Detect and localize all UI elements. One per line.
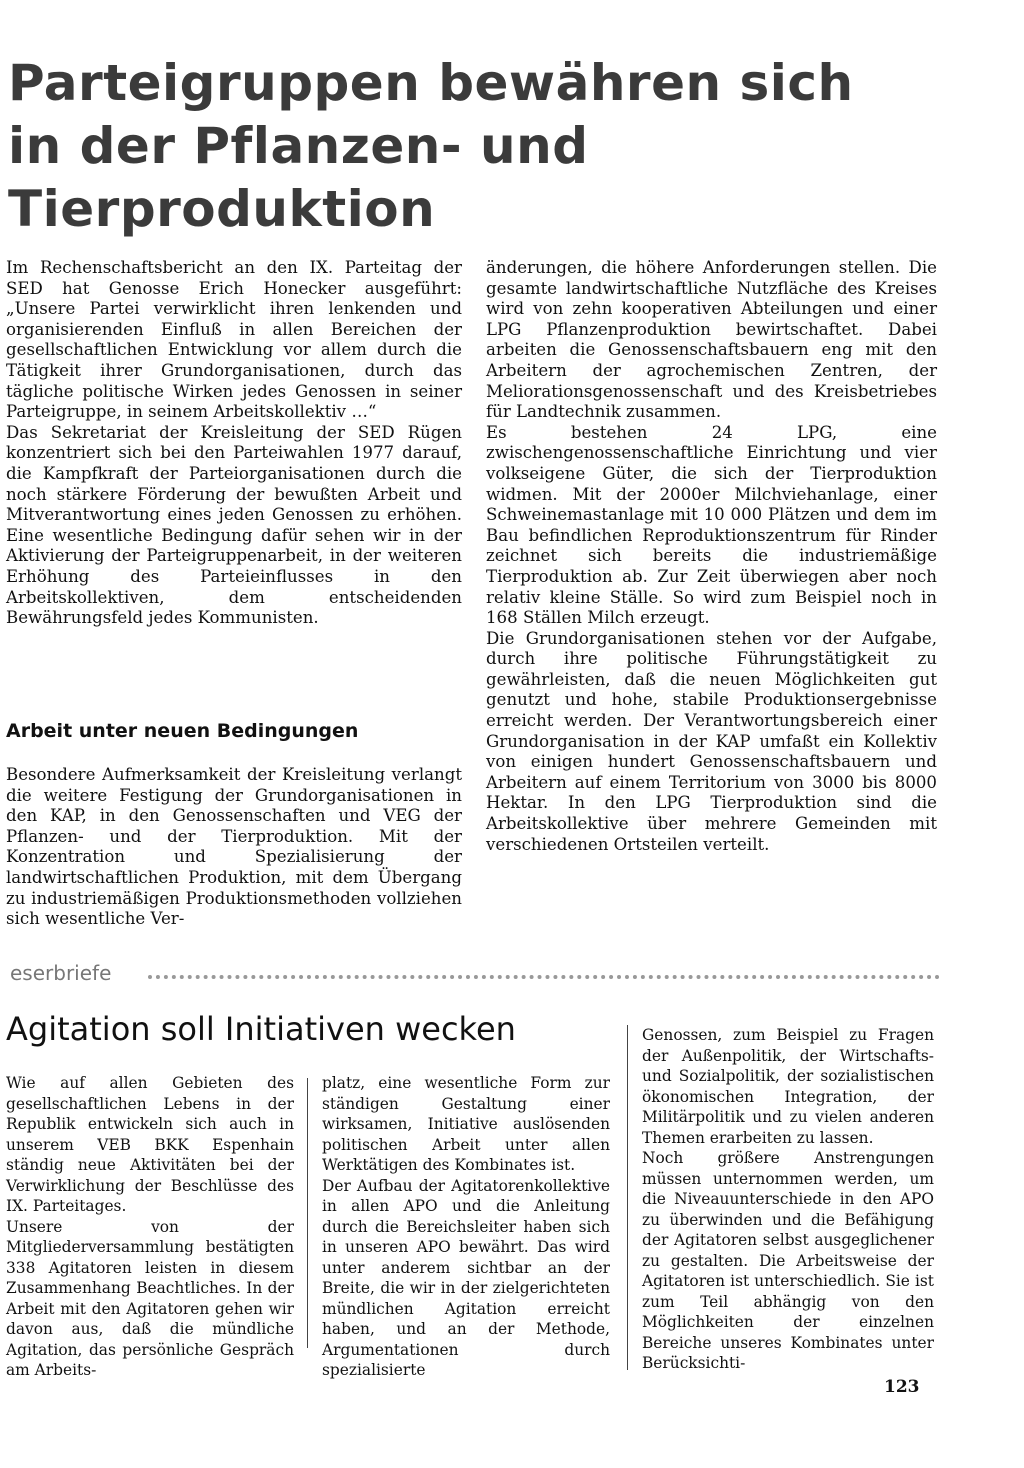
paragraph: Im Rechenschaftsbericht an den IX. Parteitag der SED hat Genosse Erich Honecker ausgeführt: „Unsere Partei verwirklicht ihren lenkenden und organisierenden Einfluß in allen Bereichen der gesellschaftlichen Entwicklung vor allem durch die Tätigkeit ihrer Grundorganisationen, durch das tägliche politische Wirken jedes Genossen in seiner Parteigruppe, in seinem Arbeitskollektiv …“ (6, 258, 462, 422)
column-rule (307, 1078, 308, 1348)
letter-column-1 (6, 1073, 294, 1381)
paragraph: Der Aufbau der Agitatorenkollektive in allen APO und die Anleitung durch die Bereichsleiter haben sich in unseren APO bewährt. Das wird unter anderem sichtbar an der Breite, die wir in der zielgerichteten mündlichen Agitation erreicht haben, und an der Methode, Argumentationen durch spezialisierte (322, 1176, 610, 1379)
paragraph: änderungen, die höhere Anforderungen stellen. Die gesamte landwirtschaftliche Nutzfläche des Kreises wird von zehn kooperativen Abteilungen und einer LPG Pflanzenproduktion bewirtschaftet. Dabei arbeiten die Genossenschaftsbauern eng mit den Arbeitern der agrochemischen Zentren, der Meliorationsgenossenschaft und des Kreisbetriebes für Landtechnik zusammen. (486, 258, 937, 422)
page-number: 123 (884, 1377, 920, 1397)
article-title: Parteigruppen bewähren sich in der Pflanzen- und Tierproduktion (8, 54, 854, 238)
paragraph: platz, eine wesentliche Form zur ständigen Gestaltung einer wirksamen, Initiative auslösenden politischen Arbeit unter allen Werktätigen des Kombinates ist. (322, 1074, 610, 1174)
article-subheading: Arbeit unter neuen Bedingungen (6, 720, 359, 742)
column-rule (627, 1025, 628, 1370)
paragraph: Genossen, zum Beispiel zu Fragen der Außenpolitik, der Wirtschafts- und Sozialpolitik, der sozialistischen ökonomischen Integration, der Militärpolitik und zu vielen anderen Themen erarbeiten zu lassen. (642, 1026, 934, 1147)
letter-column-3 (642, 1025, 934, 1374)
paragraph: Noch größere Anstrengungen müssen unternommen werden, um die Niveauunterschiede in den APO zu überwinden und die Befähigung der Agitatoren selbst ausgeglichener zu gestalten. Die Arbeitsweise der Agitatoren ist unterschiedlich. Sie ist zum Teil abhängig von den Möglichkeiten der einzelnen Bereiche unseres Kombinates unter Berücksichti- (642, 1149, 934, 1372)
paragraph: Wie auf allen Gebieten des gesellschaftlichen Lebens in der Republik entwickeln sich auch in unserem VEB BKK Espenhain ständig neue Aktivitäten bei der Verwirklichung der Beschlüsse des IX. Parteitages. (6, 1074, 294, 1215)
section-rubric: eserbriefe (10, 961, 112, 985)
section-divider (148, 975, 940, 979)
letter-headline: Agitation soll Initiativen wecken (6, 1010, 516, 1048)
paragraph: Die Grundorganisationen stehen vor der Aufgabe, durch ihre politische Führungstätigkeit zu gewährleisten, daß die neuen Möglichkeiten gut genutzt und hohe, stabile Produktionsergebnisse erreicht werden. Der Verantwortungsbereich einer Grundorganisation in der KAP umfaßt ein Kollektiv von einigen hundert Genossenschaftsbauern und Arbeitern auf einem Territorium von 3000 bis 8000 Hektar. In den LPG Tierproduktion sind die Arbeitskollektive über mehrere Gemeinden mit verschiedenen Ortsteilen verteilt. (486, 628, 937, 854)
letter-column-2 (322, 1073, 610, 1381)
article-column-2 (486, 258, 937, 855)
paragraph: Unsere von der Mitgliederversammlung bestätigten 338 Agitatoren leisten in diesem Zusammenhang Beachtliches. In der Arbeit mit den Agitatoren gehen wir davon aus, daß die mündliche Agitation, das persönliche Gespräch am Arbeits- (6, 1217, 294, 1379)
article-column-1-continued (6, 765, 462, 930)
paragraph: Das Sekretariat der Kreisleitung der SED Rügen konzentriert sich bei den Parteiwahlen 1977 darauf, die Kampfkraft der Parteiorganisationen durch die noch stärkere Förderung der bewußten Arbeit und Mitverantwortung eines jeden Genossen zu erhöhen. Eine wesentliche Bedingung dafür sehen wir in der Aktivierung der Parteigruppenarbeit, in der weiteren Erhöhung des Parteieinflusses in den Arbeitskollektiven, dem entscheidenden Bewährungsfeld jedes Kommunisten. (6, 422, 462, 628)
paragraph: Es bestehen 24 LPG, eine zwischengenossenschaftliche Einrichtung und vier volkseigene Güter, die sich der Tierproduktion widmen. Mit der 2000er Milchviehanlage, einer Schweinemastanlage mit 10 000 Plätzen und dem im Bau befindlichen Reproduktionszentrum für Rinder zeichnet sich bereits die industriemäßige Tierproduktion ab. Zur Zeit überwiegen aber noch relativ kleine Ställe. So wird zum Beispiel noch in 168 Ställen Milch erzeugt. (486, 422, 937, 628)
article-column-1 (6, 258, 462, 629)
paragraph: Besondere Aufmerksamkeit der Kreisleitung verlangt die weitere Festigung der Grundorganisationen in den KAP, in den Genossenschaften und VEG der Pflanzen- und der Tierproduktion. Mit der Konzentration und Spezialisierung der landwirtschaftlichen Produktion, mit dem Übergang zu industriemäßigen Produktionsmethoden vollziehen sich wesentliche Ver- (6, 765, 462, 929)
